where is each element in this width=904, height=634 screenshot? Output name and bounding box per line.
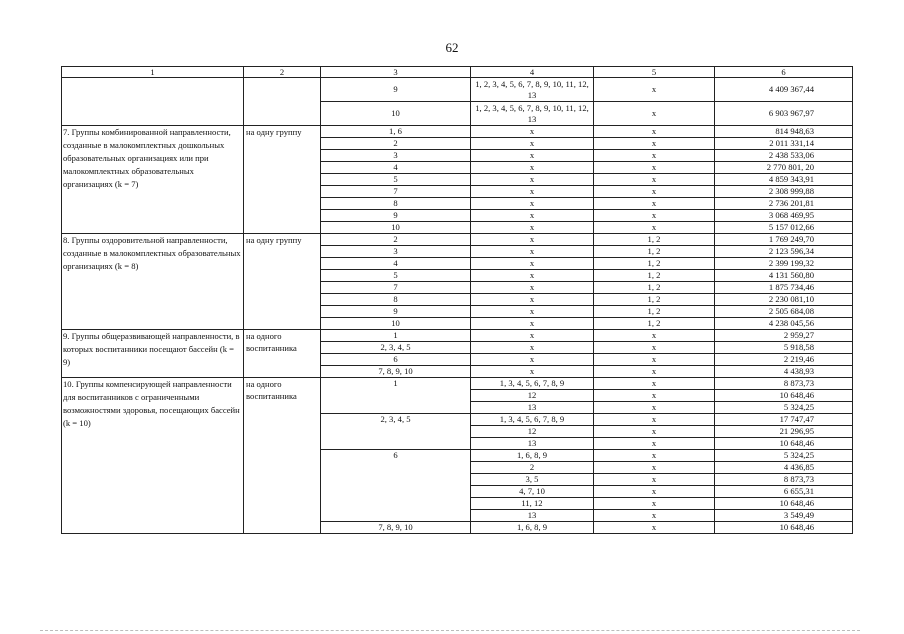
cell-c3: 9 — [321, 306, 471, 318]
cell-c3: 7 — [321, 282, 471, 294]
cell-c6: 5 324,25 — [715, 402, 853, 414]
header-row — [62, 67, 853, 78]
cell-c5: x — [594, 162, 715, 174]
cell-c4: 13 — [471, 438, 594, 450]
cell-c5: x — [594, 414, 715, 426]
table-row — [62, 378, 853, 390]
cell-c3: 8 — [321, 294, 471, 306]
cell-c6: 3 068 469,95 — [715, 210, 853, 222]
cell-c3 — [321, 498, 471, 510]
cell-c3: 9 — [321, 210, 471, 222]
table-row — [62, 330, 853, 342]
cell-c6: 21 296,95 — [715, 426, 853, 438]
header-cell: 2 — [244, 67, 321, 78]
cell-c6: 3 549,49 — [715, 510, 853, 522]
cell-c6: 2 736 201,81 — [715, 198, 853, 210]
group-title: 10. Группы компенсирующей направленности для воспитанников с ограниченными возможностями здоровья, посещающих бассейн (k = 10) — [62, 378, 244, 534]
cell-c3 — [321, 474, 471, 486]
cell-c4: x — [471, 174, 594, 186]
cell-c6: 10 648,46 — [715, 438, 853, 450]
cell-c4: x — [471, 270, 594, 282]
cell-c4: x — [471, 330, 594, 342]
cell-c5: x — [594, 378, 715, 390]
cell-c6: 2 219,46 — [715, 354, 853, 366]
cell-c6: 1 769 249,70 — [715, 234, 853, 246]
group-title: 9. Группы общеразвивающей направленности, в которых воспитанники посещают бассейн (k = 9) — [62, 330, 244, 378]
cell-c5: 1, 2 — [594, 270, 715, 282]
cell-c6: 2 308 999,88 — [715, 186, 853, 198]
cell-c5: x — [594, 78, 715, 102]
cell-c3: 5 — [321, 270, 471, 282]
cell-c6: 5 157 012,66 — [715, 222, 853, 234]
cell-c6: 2 011 331,14 — [715, 138, 853, 150]
cell-c6: 2 770 801, 20 — [715, 162, 853, 174]
cell-c4: x — [471, 150, 594, 162]
cell-c5: 1, 2 — [594, 246, 715, 258]
cell-c4: x — [471, 222, 594, 234]
cell-c4: x — [471, 258, 594, 270]
cell-c3 — [321, 486, 471, 498]
cell-c4: x — [471, 246, 594, 258]
cell-c4: x — [471, 162, 594, 174]
cell-c5: x — [594, 438, 715, 450]
cell-c3 — [321, 462, 471, 474]
cell-c5: 1, 2 — [594, 318, 715, 330]
group-unit: на одну группу — [244, 126, 321, 234]
cell-c5: x — [594, 486, 715, 498]
cell-c3: 1 — [321, 378, 471, 390]
cell-c4: 1, 3, 4, 5, 6, 7, 8, 9 — [471, 414, 594, 426]
scan-bottom-edge — [40, 630, 860, 632]
table-row — [62, 78, 853, 102]
cell-c6: 8 873,73 — [715, 474, 853, 486]
cell-c5: x — [594, 102, 715, 126]
cell-c3: 5 — [321, 174, 471, 186]
group-title — [62, 78, 244, 126]
cell-c6: 5 918,58 — [715, 342, 853, 354]
cell-c5: x — [594, 150, 715, 162]
cell-c3: 6 — [321, 450, 471, 462]
cell-c6: 4 131 560,80 — [715, 270, 853, 282]
cell-c4: x — [471, 294, 594, 306]
page-number: 62 — [445, 40, 459, 55]
cell-c4: x — [471, 366, 594, 378]
cell-c6: 4 409 367,44 — [715, 78, 853, 102]
cell-c4: 1, 2, 3, 4, 5, 6, 7, 8, 9, 10, 11, 12, 13 — [471, 78, 594, 102]
cell-c3: 2 — [321, 138, 471, 150]
cell-c4: 12 — [471, 390, 594, 402]
cell-c4: 1, 3, 4, 5, 6, 7, 8, 9 — [471, 378, 594, 390]
cell-c5: x — [594, 342, 715, 354]
cell-c3: 10 — [321, 318, 471, 330]
cell-c6: 10 648,46 — [715, 390, 853, 402]
cell-c5: x — [594, 126, 715, 138]
cell-c4: 2 — [471, 462, 594, 474]
cell-c3: 1 — [321, 330, 471, 342]
cell-c3: 2, 3, 4, 5 — [321, 414, 471, 426]
cell-c4: x — [471, 318, 594, 330]
cell-c6: 2 959,27 — [715, 330, 853, 342]
cell-c4: x — [471, 234, 594, 246]
group-unit: на одного воспитанника — [244, 330, 321, 378]
cell-c6: 814 948,63 — [715, 126, 853, 138]
cell-c5: x — [594, 138, 715, 150]
cell-c3: 3 — [321, 150, 471, 162]
cell-c3 — [321, 426, 471, 438]
cell-c5: x — [594, 450, 715, 462]
cell-c5: x — [594, 366, 715, 378]
cell-c3 — [321, 438, 471, 450]
tariff-table — [61, 66, 853, 534]
header-cell: 6 — [715, 67, 853, 78]
cell-c6: 2 505 684,08 — [715, 306, 853, 318]
cell-c5: x — [594, 474, 715, 486]
cell-c3: 4 — [321, 162, 471, 174]
header-cell: 4 — [471, 67, 594, 78]
cell-c3 — [321, 510, 471, 522]
cell-c6: 2 438 533,06 — [715, 150, 853, 162]
cell-c6: 4 859 343,91 — [715, 174, 853, 186]
cell-c4: x — [471, 210, 594, 222]
cell-c5: x — [594, 174, 715, 186]
cell-c6: 4 436,85 — [715, 462, 853, 474]
cell-c6: 6 903 967,97 — [715, 102, 853, 126]
table-row — [62, 126, 853, 138]
header-cell: 1 — [62, 67, 244, 78]
cell-c5: x — [594, 462, 715, 474]
group-unit: на одного воспитанника — [244, 378, 321, 534]
cell-c3: 7 — [321, 186, 471, 198]
cell-c5: 1, 2 — [594, 234, 715, 246]
group-title: 7. Группы комбинированной направленности, созданные в малокомплектных дошкольных образовательных организациях или при малокомплектных образовательных организациях (k = 7) — [62, 126, 244, 234]
cell-c5: x — [594, 402, 715, 414]
cell-c4: 3, 5 — [471, 474, 594, 486]
cell-c5: x — [594, 222, 715, 234]
cell-c6: 17 747,47 — [715, 414, 853, 426]
cell-c6: 4 438,93 — [715, 366, 853, 378]
cell-c4: x — [471, 126, 594, 138]
cell-c3: 10 — [321, 102, 471, 126]
cell-c5: 1, 2 — [594, 282, 715, 294]
cell-c4: 13 — [471, 510, 594, 522]
cell-c5: 1, 2 — [594, 294, 715, 306]
cell-c6: 8 873,73 — [715, 378, 853, 390]
cell-c3 — [321, 390, 471, 402]
header-cell: 5 — [594, 67, 715, 78]
cell-c6: 6 655,31 — [715, 486, 853, 498]
cell-c6: 1 875 734,46 — [715, 282, 853, 294]
cell-c4: 1, 2, 3, 4, 5, 6, 7, 8, 9, 10, 11, 12, 13 — [471, 102, 594, 126]
cell-c3: 7, 8, 9, 10 — [321, 366, 471, 378]
cell-c4: x — [471, 186, 594, 198]
cell-c3: 2 — [321, 234, 471, 246]
cell-c5: x — [594, 210, 715, 222]
cell-c3: 8 — [321, 198, 471, 210]
cell-c4: x — [471, 306, 594, 318]
cell-c4: 11, 12 — [471, 498, 594, 510]
cell-c4: 12 — [471, 426, 594, 438]
cell-c4: x — [471, 342, 594, 354]
cell-c6: 4 238 045,56 — [715, 318, 853, 330]
cell-c5: x — [594, 510, 715, 522]
group-title: 8. Группы оздоровительной направленности, созданные в малокомплектных образовательных организациях (k = 8) — [62, 234, 244, 330]
cell-c6: 2 399 199,32 — [715, 258, 853, 270]
cell-c4: x — [471, 282, 594, 294]
cell-c4: x — [471, 138, 594, 150]
cell-c5: x — [594, 198, 715, 210]
cell-c6: 5 324,25 — [715, 450, 853, 462]
table-row — [62, 234, 853, 246]
cell-c5: x — [594, 498, 715, 510]
cell-c5: x — [594, 186, 715, 198]
cell-c4: 4, 7, 10 — [471, 486, 594, 498]
cell-c3: 10 — [321, 222, 471, 234]
cell-c5: x — [594, 522, 715, 534]
cell-c6: 2 230 081,10 — [715, 294, 853, 306]
cell-c4: 1, 6, 8, 9 — [471, 522, 594, 534]
group-unit: на одну группу — [244, 234, 321, 330]
cell-c6: 10 648,46 — [715, 498, 853, 510]
cell-c5: x — [594, 354, 715, 366]
cell-c4: x — [471, 198, 594, 210]
cell-c5: x — [594, 330, 715, 342]
cell-c5: 1, 2 — [594, 306, 715, 318]
cell-c3: 1, 6 — [321, 126, 471, 138]
cell-c6: 2 123 596,34 — [715, 246, 853, 258]
cell-c4: 13 — [471, 402, 594, 414]
header-cell: 3 — [321, 67, 471, 78]
group-unit — [244, 78, 321, 126]
cell-c3: 7, 8, 9, 10 — [321, 522, 471, 534]
cell-c5: 1, 2 — [594, 258, 715, 270]
cell-c6: 10 648,46 — [715, 522, 853, 534]
cell-c3 — [321, 402, 471, 414]
cell-c4: x — [471, 354, 594, 366]
cell-c3: 3 — [321, 246, 471, 258]
cell-c4: 1, 6, 8, 9 — [471, 450, 594, 462]
cell-c5: x — [594, 390, 715, 402]
cell-c5: x — [594, 426, 715, 438]
cell-c3: 6 — [321, 354, 471, 366]
cell-c3: 4 — [321, 258, 471, 270]
cell-c3: 2, 3, 4, 5 — [321, 342, 471, 354]
cell-c3: 9 — [321, 78, 471, 102]
